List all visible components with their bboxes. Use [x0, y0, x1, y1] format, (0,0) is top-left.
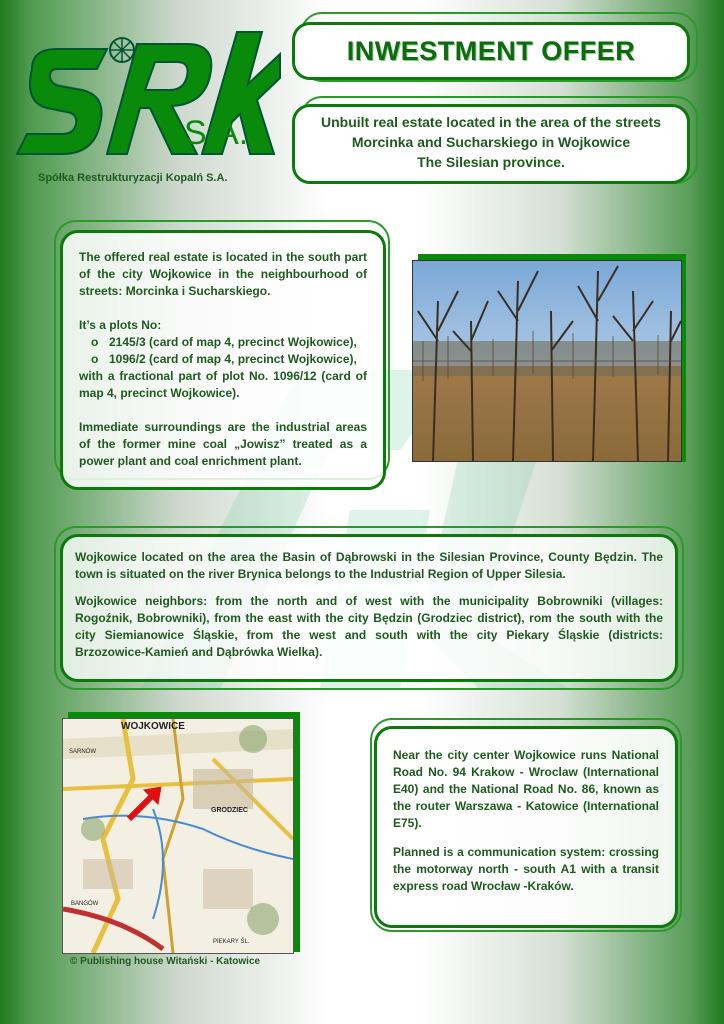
location-para-2: Wojkowice neighbors: from the north and of west with the municipality Bobrowniki (villages: Rogoźnik, Bobrowniki), from the east with the city Będzin (Grodziec district), rom the south with the city Siemianowice Śląskie, from the west and south with the city Piekary Śląskie (districts: Brzozowice-Kamień and Dąbrówka Wielka).: [75, 594, 663, 659]
subtitle-line-1: Unbuilt real estate located in the area of the streets: [321, 114, 661, 130]
plot-item-2-text: 1096/2 (card of map 4, precinct Wojkowice),: [109, 352, 357, 366]
page-title: INWESTMENT OFFER: [346, 35, 636, 66]
roads-box: [374, 726, 678, 928]
map-image: [63, 719, 293, 953]
site-photo-image: [413, 261, 681, 461]
map-label-grodziec: GRODZIEC: [211, 807, 248, 814]
roads-para-1: Near the city center Wojkowice runs National Road No. 94 Krakow - Wroclaw (International E40) and the National Road No. 86, known as the router Warszawa - Katowice (International E75).: [393, 748, 659, 830]
map-label-piekary: PIEKARY ŚL.: [213, 939, 250, 945]
logo-suffix: S.A.: [184, 114, 249, 152]
map-label-wojkowice: WOJKOWICE: [121, 721, 185, 732]
map-label-sarnow: SARNÓW: [69, 749, 96, 755]
plots-heading: It’s a plots No:: [79, 318, 162, 332]
location-box: [60, 534, 678, 682]
roads-para-2: Planned is a communication system: crossing the motorway north - south A1 with a transit express road Wrocław -Kraków.: [393, 845, 659, 893]
company-name: Spółka Restrukturyzacji Kopalń S.A.: [38, 172, 228, 184]
location-map: [62, 718, 294, 954]
site-photo: [412, 260, 682, 462]
description-box: [60, 230, 386, 490]
plot-item-2: o 1096/2 (card of map 4, precinct Wojkowice),: [91, 352, 357, 366]
subtitle-line-3: The Silesian province.: [417, 154, 565, 170]
description-intro: The offered real estate is located in the south part of the city Wojkowice in the neighbourhood of streets: Morcinka i Sucharskiego.: [79, 250, 367, 298]
map-label-bangow: BANGÓW: [71, 901, 99, 907]
map-credit: © Publishing house Witański - Katowice: [70, 956, 261, 967]
title-box: [292, 22, 690, 80]
plot-item-1: o 2145/3 (card of map 4, precinct Wojkowice),: [91, 335, 357, 349]
subtitle-box: [292, 104, 690, 184]
plot-item-1-text: 2145/3 (card of map 4, precinct Wojkowice),: [109, 335, 357, 349]
subtitle-line-2: Morcinka and Sucharskiego in Wojkowice: [351, 134, 631, 150]
surroundings-text: Immediate surroundings are the industrial areas of the former mine coal „Jowisz” treated as a power plant and coal enrichment plant.: [79, 420, 367, 468]
plot-extra: with a fractional part of plot No. 1096/12 (card of map 4, precinct Wojkowice).: [79, 369, 367, 400]
logo: [12, 14, 282, 174]
location-para-1: Wojkowice located on the area the Basin of Dąbrowski in the Silesian Province, County Będzin. The town is situated on the river Brynica belongs to the Industrial Region of Upper Silesia.: [75, 550, 663, 581]
